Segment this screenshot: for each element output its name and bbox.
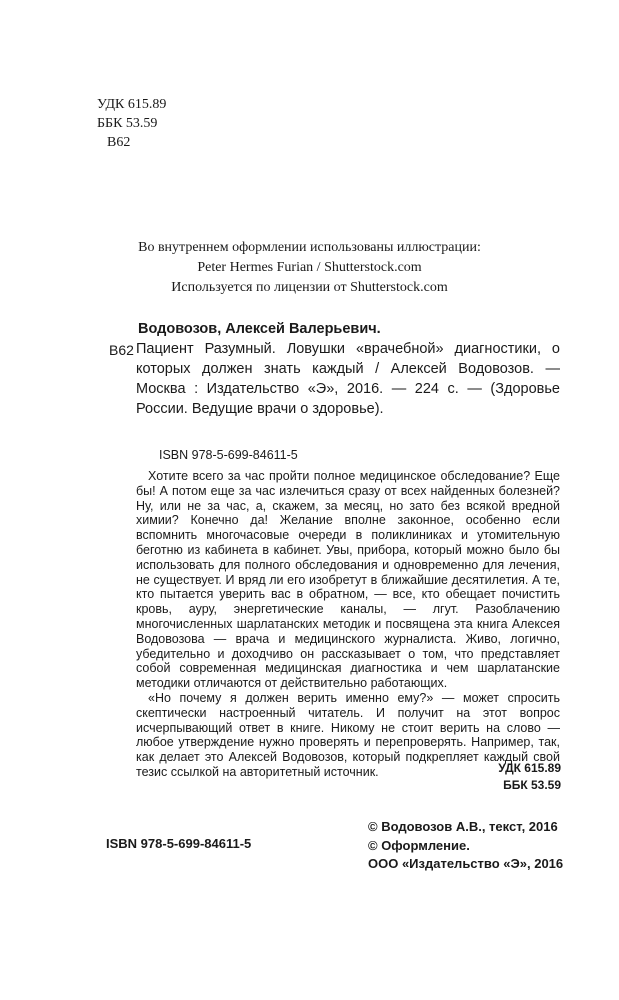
bbk-code: ББК 53.59 [503,778,561,792]
credits-line-3: Используется по лицензии от Shutterstock.com [171,280,448,295]
copyright-line-1: © Водовозов А.В., текст, 2016 [368,819,558,834]
bbk-code: ББК 53.59 [97,116,158,131]
isbn-footer: ISBN 978-5-699-84611-5 [106,836,252,851]
annotation-paragraph: Хотите всего за час пройти полное медицинское обследование? Еще бы! А потом еще за час излечиться сразу от всех найденных болезней? Ну, или не за час, а, скажем, за месяц, но зато без всякой вредной химии? Конечно да! Желание вполне законное, особенно если вспомнить многочасовые очереди в поликлиниках и утомительную беготню из кабинета в кабинет. Увы, прибора, который можно было бы использовать для полного обследования и одновременно для лечения, не существует. И вряд ли его изобретут в ближайшие десятилетия. А те, кто пытается уверить вас в обратном, — все, кто обещает почистить кровь, ауру, энергетические каналы, — лгут. Разоблачению многочисленных шарлатанских методик и посвящена эта книга Алексея Водовозова — врача и медицинского журналиста. Живо, логично, убедительно и доходчиво он рассказывает о том, что представляет собой современная медицинская диагностика и чем шарлатанские методики отличаются от действительно работающих. [136,469,560,691]
bibliographic-isbn: ISBN 978-5-699-84611-5 [159,448,298,462]
classification-codes-bottom [498,760,561,794]
bibliographic-record [136,339,560,419]
classification-codes-top [97,95,166,152]
bibliographic-code: В62 [109,342,134,358]
author-heading: Водовозов, Алексей Валерьевич. [138,321,381,337]
bibliographic-record-text: Пациент Разумный. Ловушки «врачебной» диагностики, о которых должен знать каждый / Алексей Водовозов. — Москва : Издательство «Э», 2016. — 224 с. — (Здоровье России. Ведущие врачи о здоровье). [136,341,560,417]
copyright-line-3: ООО «Издательство «Э», 2016 [368,856,564,871]
udk-code: УДК 615.89 [97,97,167,112]
udk-code: УДК 615.89 [498,761,561,775]
illustration-credits [0,238,619,298]
copyright-line-2: © Оформление. [368,837,470,853]
copyright-block [368,818,563,874]
credits-line-2: Peter Hermes Furian / Shutterstock.com [197,260,422,275]
annotation [136,469,560,780]
credits-line-1: Во внутреннем оформлении использованы иллюстрации: [138,240,481,255]
annotation-paragraph: «Но почему я должен верить именно ему?» — может спросить скептически настроенный читатель. И получит на этот вопрос исчерпывающий ответ в книге. Никому не стоит верить на слово — любое утверждение нужно проверять и перепроверять. Например, так, как делает это Алексей Водовозов, который подкрепляет каждый свой тезис ссылкой на авторитетный источник. [136,690,560,779]
author-sign-code: В62 [107,135,131,150]
